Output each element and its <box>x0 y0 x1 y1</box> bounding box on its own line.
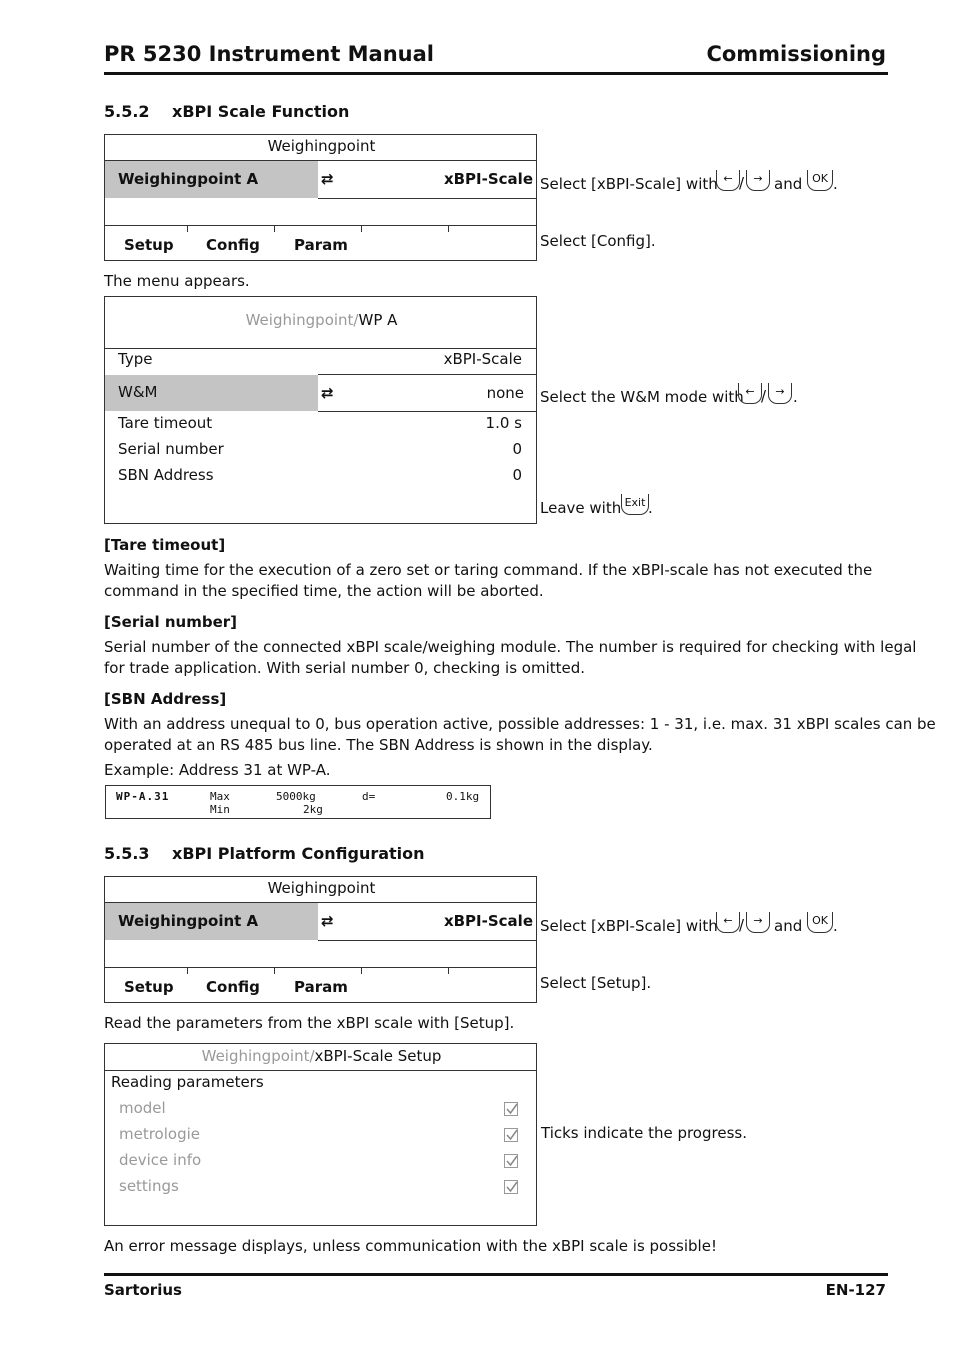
selected-row[interactable] <box>105 903 318 940</box>
section-number-552: 5.5.2 <box>104 102 150 121</box>
serial-number-label: Serial number <box>118 440 224 458</box>
manual-title: PR 5230 Instrument Manual <box>104 42 435 66</box>
lcd-max-label: Max <box>210 790 230 803</box>
sbn-address-text-2: operated at an RS 485 bus line. The SBN Address is shown in the display. <box>104 736 653 754</box>
selected-row[interactable] <box>105 161 318 198</box>
section-number-553: 5.5.3 <box>104 844 150 863</box>
instruction-select-xbpi-2: Select [xBPI-Scale] with <box>540 917 718 935</box>
ok-key-icon: OK <box>807 912 833 933</box>
breadcrumb: Weighingpoint/xBPI-Scale Setup <box>201 1047 442 1065</box>
wm-label: W&M <box>118 383 158 401</box>
arrows-icon: ⇄ <box>321 912 334 930</box>
ok-key-icon: OK <box>807 170 833 191</box>
softkey-param[interactable]: Param <box>294 236 348 254</box>
check-icon <box>504 1154 518 1168</box>
panel-title: Weighingpoint <box>267 879 376 897</box>
left-arrow-key-icon: ← <box>716 912 740 933</box>
sbn-address-label: SBN Address <box>118 466 214 484</box>
section-title-552: xBPI Scale Function <box>172 102 350 121</box>
wm-value: none <box>486 384 524 402</box>
right-arrow-key-icon: → <box>768 383 792 404</box>
serial-number-value: 0 <box>512 440 522 458</box>
tare-timeout-text-1: Waiting time for the execution of a zero set or taring command. If the xBPI-scale has not executed the <box>104 561 873 579</box>
param-metrologie: metrologie <box>119 1125 200 1143</box>
check-icon <box>504 1128 518 1142</box>
softkey-config[interactable]: Config <box>206 236 260 254</box>
weighingpoint-panel-1 <box>104 134 537 261</box>
right-arrow-key-icon: → <box>746 170 770 191</box>
type-label: Type <box>118 350 153 368</box>
xbpi-setup-panel <box>104 1043 537 1226</box>
selected-label: Weighingpoint A <box>118 912 259 930</box>
lcd-min-label: Min <box>210 803 230 816</box>
section-title-553: xBPI Platform Configuration <box>172 844 425 863</box>
type-value: xBPI-Scale <box>443 350 522 368</box>
right-arrow-key-icon: → <box>746 912 770 933</box>
param-device-info: device info <box>119 1151 202 1169</box>
tare-timeout-value: 1.0 s <box>485 414 522 432</box>
lcd-d-value: 0.1kg <box>446 790 480 803</box>
wp-a-menu-panel <box>104 296 537 524</box>
selected-value: xBPI-Scale <box>443 912 533 930</box>
tare-timeout-heading: [Tare timeout] <box>104 536 226 554</box>
check-icon <box>504 1180 518 1194</box>
read-params-text: Read the parameters from the xBPI scale with [Setup]. <box>104 1014 515 1032</box>
serial-number-heading: [Serial number] <box>104 613 238 631</box>
sbn-address-text-1: With an address unequal to 0, bus operation active, possible addresses: 1 - 31, i.e. max. 31 xBPI scales can be <box>104 715 936 733</box>
softkey-setup[interactable]: Setup <box>124 236 174 254</box>
instruction-select-xbpi: Select [xBPI-Scale] with <box>540 175 718 193</box>
lcd-min-value: 2kg <box>303 803 323 816</box>
reading-parameters-heading: Reading parameters <box>111 1073 264 1091</box>
page-number: EN-127 <box>825 1281 886 1299</box>
lcd-max-value: 5000kg <box>276 790 316 803</box>
sbn-address-heading: [SBN Address] <box>104 690 227 708</box>
softkey-config[interactable]: Config <box>206 978 260 996</box>
and-text: and <box>774 917 803 935</box>
instruction-select-setup: Select [Setup]. <box>540 974 652 992</box>
sbn-address-value: 0 <box>512 466 522 484</box>
softkey-param[interactable]: Param <box>294 978 348 996</box>
footer-company: Sartorius <box>104 1281 182 1299</box>
left-arrow-key-icon: ← <box>716 170 740 191</box>
selected-label: Weighingpoint A <box>118 170 259 188</box>
menu-appears-text: The menu appears. <box>104 272 250 290</box>
wm-row[interactable] <box>105 375 318 411</box>
check-icon <box>504 1102 518 1116</box>
instruction-wm-mode: Select the W&M mode with <box>540 388 744 406</box>
lcd-wp-id: WP-A.31 <box>116 790 170 803</box>
and-text: and <box>774 175 803 193</box>
tare-timeout-label: Tare timeout <box>118 414 213 432</box>
param-model: model <box>119 1099 166 1117</box>
serial-number-text-1: Serial number of the connected xBPI scale/weighing module. The number is required for checking with legal <box>104 638 917 656</box>
lcd-display <box>105 785 491 819</box>
header-rule <box>104 72 888 75</box>
weighingpoint-panel-2 <box>104 876 537 1003</box>
instruction-select-config: Select [Config]. <box>540 232 656 250</box>
ticks-note: Ticks indicate the progress. <box>541 1124 747 1142</box>
exit-key-icon: Exit <box>621 494 649 515</box>
arrows-icon: ⇄ <box>321 170 334 188</box>
softkey-setup[interactable]: Setup <box>124 978 174 996</box>
selected-value: xBPI-Scale <box>443 170 533 188</box>
lcd-d-label: d= <box>362 790 376 803</box>
instruction-leave: Leave with <box>540 499 622 517</box>
error-note: An error message displays, unless communication with the xBPI scale is possible! <box>104 1237 717 1255</box>
breadcrumb: Weighingpoint/WP A <box>245 311 398 329</box>
chapter-title: Commissioning <box>706 42 886 66</box>
left-arrow-key-icon: ← <box>738 383 762 404</box>
footer-rule <box>104 1273 888 1276</box>
tare-timeout-text-2: command in the specified time, the action will be aborted. <box>104 582 544 600</box>
serial-number-text-2: for trade application. With serial number 0, checking is omitted. <box>104 659 586 677</box>
arrows-icon: ⇄ <box>321 384 334 402</box>
param-settings: settings <box>119 1177 179 1195</box>
panel-title: Weighingpoint <box>267 137 376 155</box>
example-text: Example: Address 31 at WP-A. <box>104 761 331 779</box>
